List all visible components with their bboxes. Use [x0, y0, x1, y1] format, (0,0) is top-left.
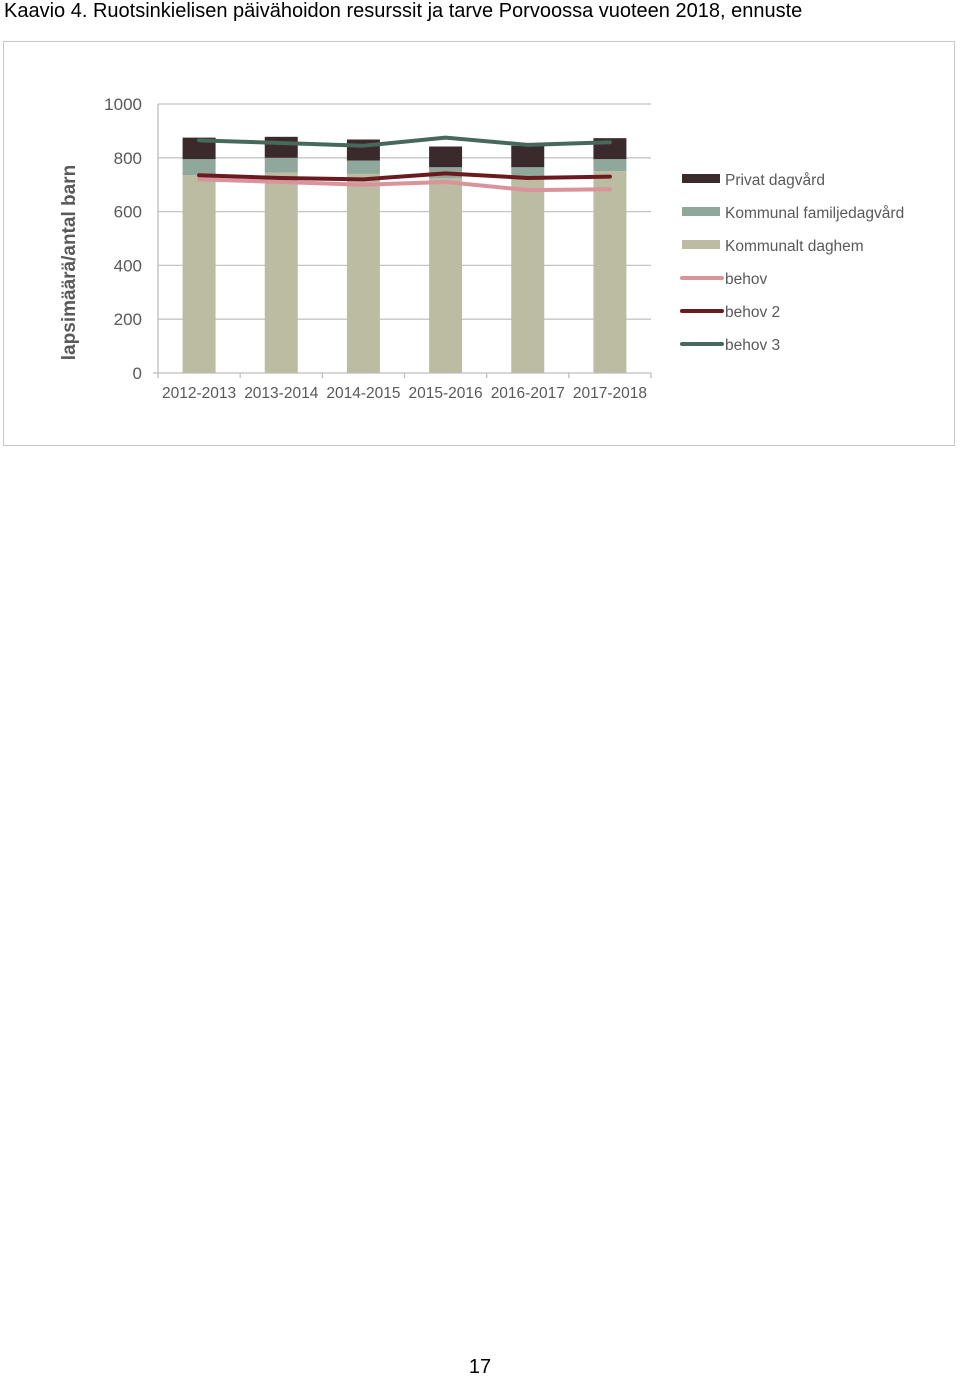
- bar-marks: [183, 137, 627, 373]
- bar-kommunalt-daghem: [511, 179, 544, 373]
- line-behov-2: [199, 173, 610, 179]
- bar-kommunal-familjedagv-rd: [593, 159, 626, 171]
- line-behov-3: [199, 138, 610, 146]
- x-tick-label: 2016-2017: [490, 385, 565, 402]
- chart-frame: [3, 41, 955, 446]
- page-number: 17: [468, 1356, 492, 1378]
- x-tick-label: 2015-2016: [408, 385, 483, 402]
- y-axis-label: lapsimäärä/antal barn: [59, 164, 80, 361]
- bar-kommunalt-daghem: [429, 178, 462, 373]
- legend-label: Kommunalt daghem: [725, 238, 864, 255]
- y-tick-label: 0: [132, 364, 142, 383]
- page-title: Kaavio 4. Ruotsinkielisen päivähoidon resurssit ja tarve Porvoossa vuoteen 2018, ennuste: [4, 0, 803, 22]
- legend: [682, 172, 904, 354]
- bar-kommunalt-daghem: [593, 171, 626, 373]
- line-behov: [199, 179, 610, 190]
- bar-kommunal-familjedagv-rd: [183, 159, 216, 175]
- legend-label: behov 3: [725, 337, 781, 354]
- legend-swatch: [682, 174, 720, 183]
- legend-swatch: [682, 240, 720, 249]
- y-tick-label: 1000: [104, 95, 142, 114]
- legend-label: Privat dagvård: [725, 172, 825, 189]
- gridlines: [158, 104, 651, 319]
- bar-kommunalt-daghem: [265, 173, 298, 373]
- legend-label: behov 2: [725, 304, 781, 321]
- legend-label: Kommunal familjedagvård: [725, 205, 905, 222]
- y-tick-label: 400: [113, 256, 142, 276]
- bar-kommunalt-daghem: [183, 175, 216, 373]
- bar-privat-dagv-rd: [265, 137, 298, 158]
- x-tick-label: 2013-2014: [244, 385, 319, 402]
- bar-kommunalt-daghem: [347, 174, 380, 373]
- stacked-bar-line-chart: [4, 42, 954, 444]
- x-tick-label: 2014-2015: [326, 385, 401, 402]
- bar-kommunal-familjedagv-rd: [347, 160, 380, 173]
- line-marks: [199, 138, 610, 190]
- bar-kommunal-familjedagv-rd: [265, 158, 298, 173]
- legend-swatch: [682, 207, 720, 216]
- x-tick-label: 2017-2018: [572, 385, 647, 402]
- y-tick-label: 600: [113, 202, 142, 222]
- x-tick-label: 2012-2013: [162, 385, 237, 402]
- legend-label: behov: [725, 271, 768, 288]
- bar-privat-dagv-rd: [511, 146, 544, 168]
- y-tick-label: 200: [113, 310, 142, 330]
- y-tick-label: 800: [113, 148, 142, 168]
- bar-privat-dagv-rd: [429, 147, 462, 168]
